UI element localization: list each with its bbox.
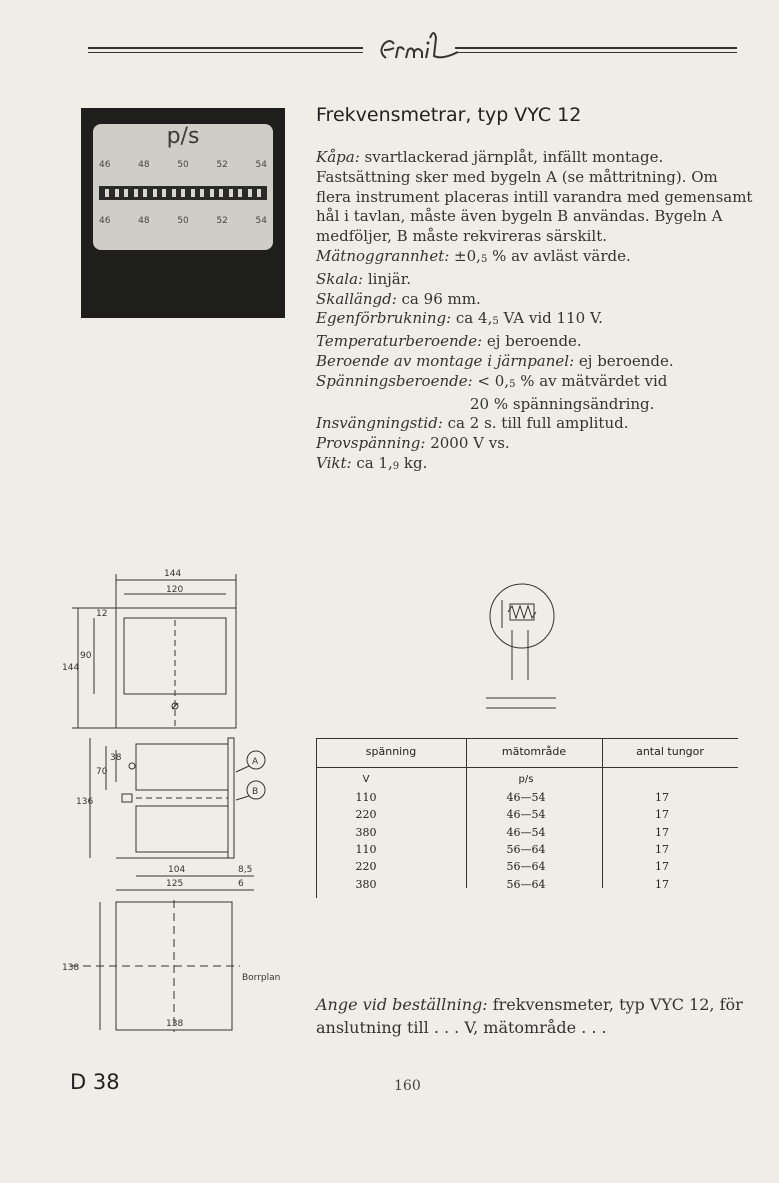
- scale-number: 52: [216, 160, 228, 170]
- scale-number: 54: [255, 160, 267, 170]
- page-number: 160: [394, 1078, 421, 1094]
- dim-136: 136: [76, 797, 94, 807]
- reed-bar: [99, 186, 267, 200]
- dim-90: 90: [80, 651, 92, 661]
- scale-number: 46: [99, 160, 111, 170]
- spec-spanning: Spänningsberoende: < 0,5 % av mätvärdet vid: [316, 371, 668, 390]
- reed-tongue: [124, 189, 128, 197]
- table-cell: 17: [655, 877, 669, 891]
- scale-number: 48: [138, 216, 150, 226]
- reed-tongue: [238, 189, 242, 197]
- spec-egenforbrukning: Egenförbrukning: ca 4,5 VA vid 110 V.: [316, 309, 603, 328]
- dim-104: 104: [168, 865, 186, 875]
- table-cell: 17: [655, 808, 669, 822]
- table-cell: 110: [355, 791, 377, 804]
- reed-tongue: [219, 189, 223, 197]
- page-title: Frekvensmetrar, typ VYC 12: [316, 104, 582, 126]
- spec-matnoggrannhet: Mätnoggrannhet: ±0,5 % av avläst värde.: [316, 246, 631, 265]
- dim-8-5: 8,5: [238, 865, 253, 875]
- reed-tongue: [143, 189, 147, 197]
- table-cell: 17: [655, 842, 669, 856]
- spec-spanning-line2: 20 % spänningsändring.: [470, 394, 655, 413]
- header-rule-left: [88, 47, 363, 49]
- reed-tongue: [210, 189, 214, 197]
- spec-skala: Skala: linjär.: [316, 269, 412, 288]
- mark-a: A: [252, 757, 259, 767]
- dim-38: 38: [110, 753, 122, 763]
- table-cell: 17: [655, 860, 669, 874]
- dim-138-side: 138: [62, 963, 80, 973]
- table-cell: 56—64: [506, 842, 546, 856]
- scale-number: 48: [138, 160, 150, 170]
- meter-photo: [81, 108, 285, 318]
- dim-125: 125: [166, 879, 184, 889]
- header-rule-right-2: [455, 52, 737, 53]
- dim-138-bottom: 138: [166, 1019, 184, 1029]
- circuit-schematic: [470, 570, 590, 720]
- scale-number: 52: [216, 216, 228, 226]
- header-spanning: spänning: [365, 745, 417, 758]
- document-code: D 38: [70, 1070, 120, 1094]
- table-header: [316, 738, 738, 768]
- unit-v: V: [362, 774, 370, 785]
- table-cell: 46—54: [506, 791, 546, 804]
- scale-number: 54: [255, 216, 267, 226]
- spec-kapa: Kåpa: svartlackerad järnplåt, infällt montage. Fastsättning sker med bygeln A (se måttritning). Om flera instrument placeras intill varandra med gemensamt hål i tavlan, måste även bygeln B användas. Bygeln A medföljer, B måste rekvireras särskilt.: [316, 148, 753, 246]
- table-cell: 56—64: [506, 877, 546, 891]
- spec-montage: Beroende av montage i järnpanel: ej beroende.: [316, 351, 674, 370]
- reed-tongue: [162, 189, 166, 197]
- header-rule-right: [455, 47, 737, 49]
- dim-144-side: 144: [62, 663, 80, 673]
- scale-number: 50: [177, 216, 189, 226]
- table-cell: 17: [655, 791, 669, 804]
- table-cell: 220: [355, 808, 377, 822]
- reed-tongue: [134, 189, 138, 197]
- scale-bottom: [99, 216, 267, 226]
- order-instructions: Ange vid beställning: frekvensmeter, typ VYC 12, för anslutning till . . . V, mätområde . . .: [316, 995, 743, 1037]
- reed-tongue: [115, 189, 119, 197]
- drill-plan-label: Borrplan: [242, 973, 281, 983]
- dim-144-top: 144: [164, 569, 182, 579]
- reed-tongue: [257, 189, 261, 197]
- unit-ps: p/s: [518, 774, 534, 785]
- scale-top: [99, 160, 267, 170]
- table-cell: 110: [355, 842, 377, 856]
- table-cell: 220: [355, 860, 377, 874]
- scale-number: 50: [177, 160, 189, 170]
- table-cell: 46—54: [506, 825, 546, 839]
- table-cell: 56—64: [506, 860, 546, 874]
- dim-70: 70: [96, 767, 108, 777]
- spec-skallangd: Skallängd: ca 96 mm.: [316, 289, 481, 308]
- spec-provspanning: Provspänning: 2000 V vs.: [316, 434, 510, 453]
- reed-tongue: [105, 189, 109, 197]
- table-cell: 380: [355, 825, 377, 839]
- reed-tongue: [172, 189, 176, 197]
- dim-12: 12: [96, 609, 108, 619]
- dim-120: 120: [166, 585, 184, 595]
- reed-tongue: [229, 189, 233, 197]
- meter-unit-label: p/s: [166, 124, 200, 149]
- spec-insvangning: Insvängningstid: ca 2 s. till full amplitud.: [316, 414, 629, 433]
- specifications: [316, 148, 756, 477]
- reed-tongue: [181, 189, 185, 197]
- meter-face: [93, 124, 273, 250]
- reed-tongue: [191, 189, 195, 197]
- table-cell: 46—54: [506, 808, 546, 822]
- table-cell: 380: [355, 877, 377, 891]
- header-rule-left-2: [88, 52, 363, 53]
- header-matomrade: mätområde: [501, 745, 567, 758]
- reed-tongue: [248, 189, 252, 197]
- dim-6: 6: [238, 879, 244, 889]
- dimension-drawing: [60, 560, 320, 1040]
- spec-temperatur: Temperaturberoende: ej beroende.: [316, 332, 582, 351]
- reed-tongue: [153, 189, 157, 197]
- brand-logo: [372, 26, 462, 70]
- reed-tongue: [200, 189, 204, 197]
- header-tungor: antal tungor: [636, 745, 704, 758]
- spec-vikt: Vikt: ca 1,9 kg.: [316, 453, 428, 472]
- scale-number: 46: [99, 216, 111, 226]
- mark-b: B: [252, 787, 259, 797]
- table-cell: 17: [655, 825, 669, 839]
